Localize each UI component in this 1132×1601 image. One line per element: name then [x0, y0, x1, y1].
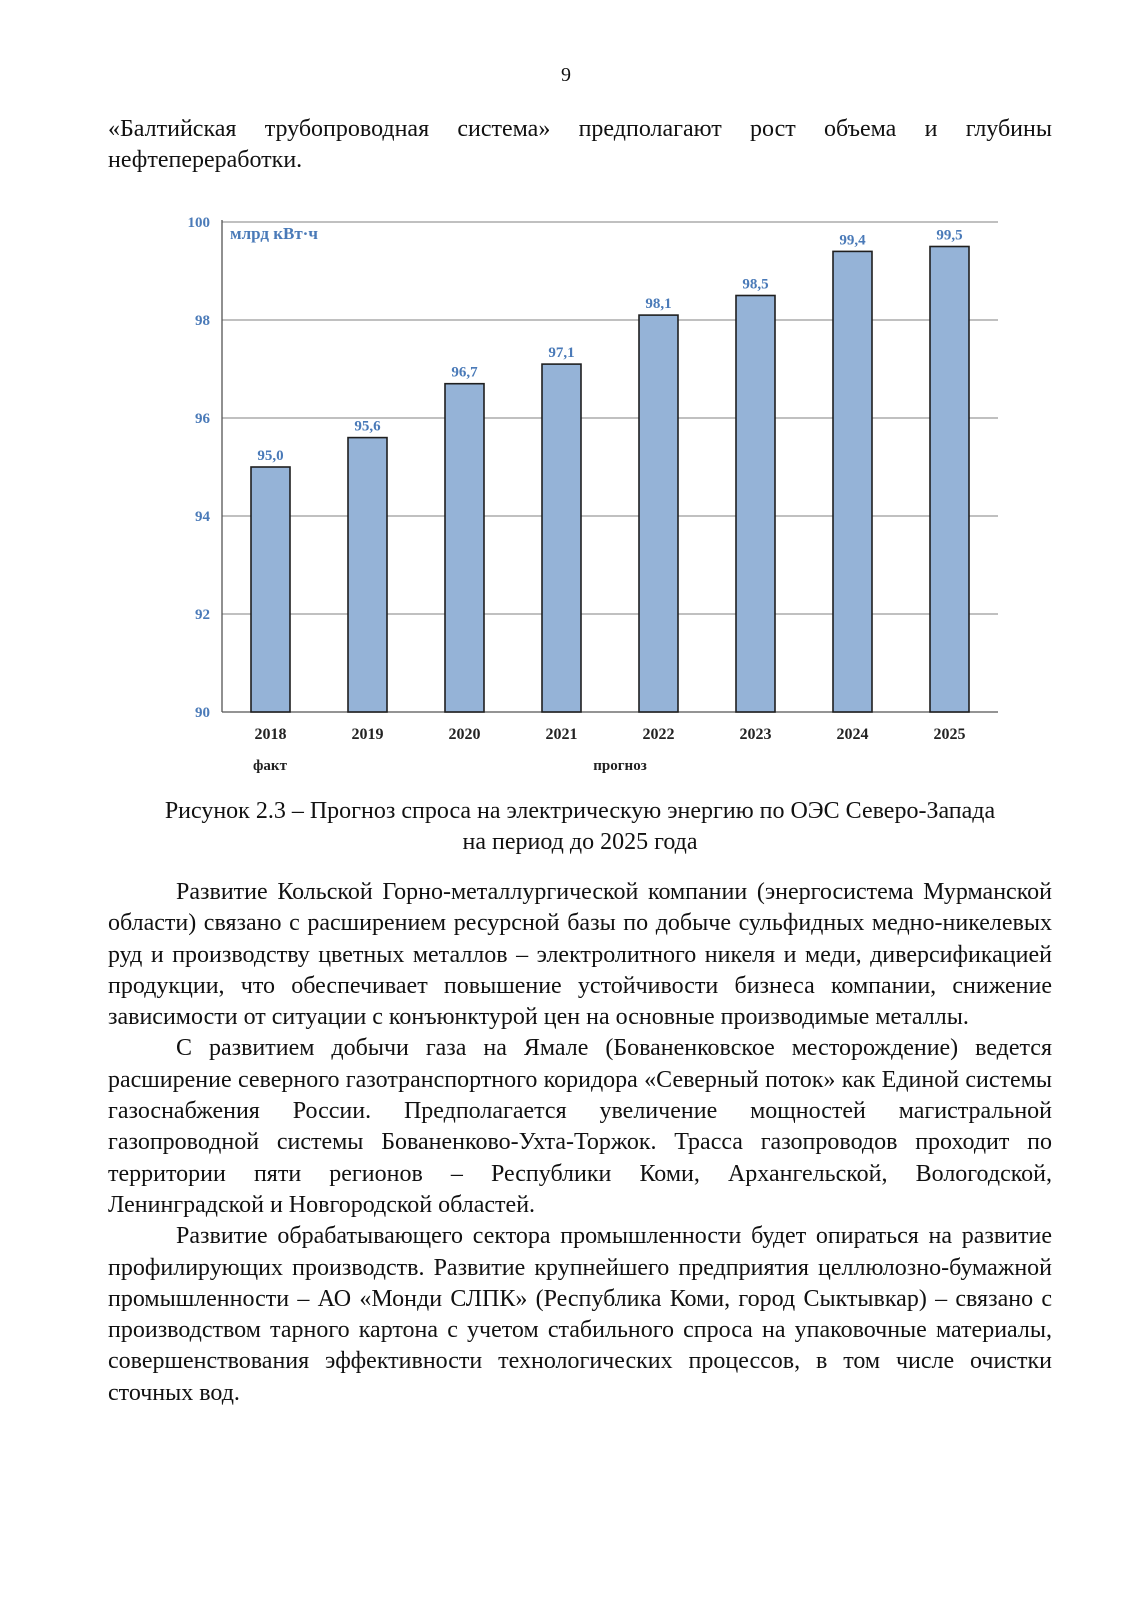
- page-number: 9: [561, 64, 571, 86]
- data-label: 96,7: [451, 364, 478, 381]
- chart-canvas: [150, 212, 1020, 792]
- data-label: 95,0: [257, 448, 284, 464]
- caption-line-2: на период до 2025 года: [462, 829, 698, 855]
- unit-label: млрд кВт·ч: [230, 224, 318, 243]
- intro-text: [108, 114, 1052, 177]
- data-label: 98,1: [645, 296, 672, 313]
- data-label: 97,1: [548, 345, 575, 362]
- y-tick-label: 96: [195, 411, 210, 427]
- paragraph-manufacturing: Развитие обрабатывающего сектора промышленности будет опираться на развитие профилирующих производств. Развитие крупнейшего предприятия целлюлозно-бумажной промышленности – АО «Монди СЛПК» (Республика Коми, город Сыктывкар) – связано с производством тарного картона с учетом стабильного спроса на упаковочные материалы, совершенствования эффективности технологических процессов, в том числе очистки сточных вод.: [108, 1223, 1052, 1406]
- bar: [639, 315, 678, 712]
- intro-paragraph: «Балтийская трубопроводная система» предполагают рост объема и глубины нефтепереработки.: [108, 116, 1052, 174]
- period-label-fact: факт: [253, 758, 287, 774]
- bar: [542, 364, 581, 712]
- y-tick-label: 90: [195, 705, 210, 721]
- data-label: 95,6: [354, 418, 381, 435]
- y-tick-label: 98: [195, 313, 210, 329]
- bar: [348, 438, 387, 712]
- y-tick-label: 100: [187, 215, 210, 231]
- figure-caption: [108, 796, 1052, 858]
- x-tick-label: 2022: [642, 726, 675, 743]
- period-label-forecast: прогноз: [593, 758, 647, 774]
- data-label: 99,5: [936, 227, 963, 244]
- y-tick-label: 92: [195, 607, 210, 623]
- body-text: [108, 877, 1052, 1409]
- bar: [833, 251, 872, 712]
- bar: [736, 296, 775, 713]
- paragraph-yamal: С развитием добычи газа на Ямале (Бованенковское месторождение) ведется расширение северного газотранспортного коридора «Северный поток» как Единой системы газоснабжения России. Предполагается увеличение мощностей магистральной газопроводной системы Бованенково-Ухта-Торжок. Трасса газопроводов проходит по территории пяти регионов – Республики Коми, Архангельской, Вологодской, Ленинградской и Новгородской областей.: [108, 1035, 1052, 1218]
- axes: [222, 220, 998, 712]
- x-tick-label: 2024: [836, 726, 869, 743]
- data-label: 99,4: [839, 232, 866, 249]
- x-tick-label: 2018: [254, 726, 287, 743]
- y-tick-label: 94: [195, 509, 210, 525]
- bar: [930, 247, 969, 713]
- grid-lines: [222, 222, 998, 614]
- x-tick-label: 2020: [448, 726, 481, 743]
- bar: [445, 384, 484, 712]
- paragraph-kola: Развитие Кольской Горно-металлургической компании (энергосистема Мурманской области) связано с расширением ресурсной базы по добыче сульфидных медно-никелевых руд и производству цветных металлов – электролитного никеля и меди, диверсификацией продукции, что обеспечивает повышение устойчивости бизнеса компании, снижение зависимости от ситуации с конъюнктурой цен на основные производимые металлы.: [108, 879, 1052, 1031]
- electricity-demand-chart: [150, 212, 1020, 792]
- x-tick-label: 2023: [739, 726, 772, 743]
- caption-line-1: Рисунок 2.3 – Прогноз спроса на электрическую энергию по ОЭС Северо-Запада: [164, 798, 996, 824]
- x-tick-label: 2021: [545, 726, 578, 743]
- x-tick-label: 2025: [933, 726, 966, 743]
- bars: [251, 247, 969, 713]
- x-tick-label: 2019: [351, 726, 384, 743]
- bar: [251, 467, 290, 712]
- data-label: 98,5: [742, 276, 769, 293]
